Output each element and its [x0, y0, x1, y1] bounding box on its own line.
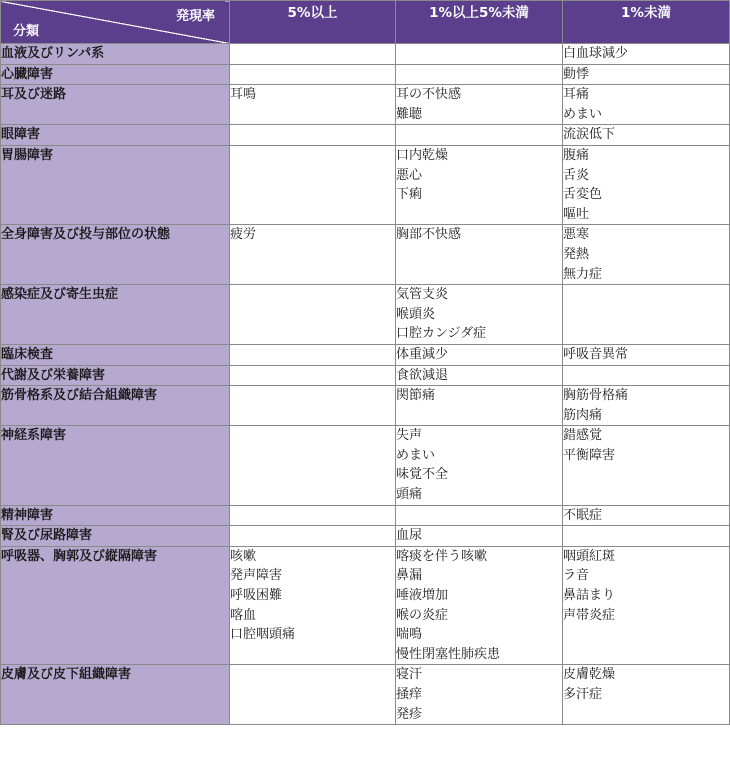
cell-1-to-5pct — [396, 85, 563, 125]
cell-5pct-above — [230, 665, 396, 725]
reaction-term: 発熱 — [563, 246, 590, 262]
cell-5pct-above — [230, 386, 396, 426]
table-row — [1, 344, 730, 365]
cell-1-to-5pct — [396, 64, 563, 85]
reaction-term: 不眠症 — [563, 507, 603, 523]
reaction-term: 頭痛 — [396, 487, 423, 503]
reaction-term: 胸部不快感 — [396, 227, 462, 243]
category-cell — [1, 526, 230, 547]
table-row — [1, 365, 730, 386]
category-cell — [1, 365, 230, 386]
table-row — [1, 85, 730, 125]
table-body — [1, 44, 730, 725]
cell-5pct-above — [230, 64, 396, 85]
reaction-term: 体重減少 — [396, 346, 449, 362]
cell-below-1pct — [563, 285, 730, 345]
table-row — [1, 225, 730, 285]
category-cell — [1, 426, 230, 505]
table-row — [1, 526, 730, 547]
category-name: 精神障害 — [1, 507, 54, 523]
table-row — [1, 285, 730, 345]
reaction-term: 呼吸音異常 — [563, 346, 629, 362]
reaction-term: 耳の不快感 — [396, 87, 462, 103]
cell-5pct-above — [230, 546, 396, 665]
category-name: 全身障害及び投与部位の状態 — [1, 227, 171, 243]
category-name: 耳及び迷路 — [1, 87, 67, 103]
category-cell — [1, 85, 230, 125]
cell-5pct-above — [230, 44, 396, 65]
reaction-term: 舌炎 — [563, 167, 590, 183]
column-header-5pct-above: 5%以上 — [230, 1, 396, 44]
cell-below-1pct — [563, 44, 730, 65]
cell-5pct-above — [230, 145, 396, 224]
category-name: 呼吸器、胸郭及び縦隔障害 — [1, 548, 158, 564]
reaction-term: 関節痛 — [396, 388, 436, 404]
table-row — [1, 505, 730, 526]
cell-below-1pct — [563, 85, 730, 125]
cell-below-1pct — [563, 426, 730, 505]
reaction-term: 口腔咽頭痛 — [230, 627, 296, 643]
cell-below-1pct — [563, 145, 730, 224]
reaction-term: 呼吸困難 — [230, 588, 283, 604]
reaction-term: 悪心 — [396, 167, 423, 183]
category-cell — [1, 546, 230, 665]
reaction-term: 咳嗽 — [230, 548, 257, 564]
category-label: 分類 — [13, 24, 40, 39]
table-row — [1, 145, 730, 224]
reaction-term: 疲労 — [230, 227, 257, 243]
reaction-term: 喉の炎症 — [396, 607, 449, 623]
cell-1-to-5pct — [396, 44, 563, 65]
reaction-term: 耳痛 — [563, 87, 590, 103]
reaction-term: 発疹 — [396, 706, 423, 722]
cell-below-1pct — [563, 125, 730, 146]
reaction-term: 失声 — [396, 428, 423, 444]
category-name: 心臓障害 — [1, 66, 54, 82]
reaction-term: 咽頭紅斑 — [563, 548, 616, 564]
cell-1-to-5pct — [396, 546, 563, 665]
reaction-term: 血尿 — [396, 528, 423, 544]
cell-1-to-5pct — [396, 285, 563, 345]
category-cell — [1, 145, 230, 224]
reaction-term: 声帯炎症 — [563, 607, 616, 623]
reaction-term: 下痢 — [396, 187, 423, 203]
category-cell — [1, 225, 230, 285]
cell-below-1pct — [563, 386, 730, 426]
category-name: 皮膚及び皮下組織障害 — [1, 667, 132, 683]
cell-5pct-above — [230, 505, 396, 526]
cell-1-to-5pct — [396, 526, 563, 547]
category-cell — [1, 344, 230, 365]
cell-5pct-above — [230, 85, 396, 125]
reaction-term: 鼻詰まり — [563, 588, 616, 604]
reaction-term: 筋肉痛 — [563, 407, 603, 423]
category-name: 胃腸障害 — [1, 147, 54, 163]
reaction-term: 気管支炎 — [396, 287, 449, 303]
category-name: 代謝及び栄養障害 — [1, 367, 106, 383]
column-header-1-to-5pct: 1%以上5%未満 — [396, 1, 563, 44]
reaction-term: 味覚不全 — [396, 467, 449, 483]
cell-5pct-above — [230, 125, 396, 146]
table-row — [1, 125, 730, 146]
reaction-term: 喉頭炎 — [396, 306, 436, 322]
reaction-term: 耳鳴 — [230, 87, 257, 103]
cell-5pct-above — [230, 225, 396, 285]
cell-below-1pct — [563, 365, 730, 386]
table-row — [1, 64, 730, 85]
reaction-term: 食欲減退 — [396, 367, 449, 383]
reaction-term: 慢性閉塞性肺疾患 — [396, 646, 501, 662]
cell-1-to-5pct — [396, 225, 563, 285]
reaction-term: 流涙低下 — [563, 127, 616, 143]
category-cell — [1, 665, 230, 725]
table-row — [1, 665, 730, 725]
cell-5pct-above — [230, 285, 396, 345]
cell-1-to-5pct — [396, 125, 563, 146]
reaction-term: 悪寒 — [563, 227, 590, 243]
reaction-term: 喘鳴 — [396, 627, 423, 643]
category-name: 筋骨格系及び結合組織障害 — [1, 388, 158, 404]
reaction-term: 平衡障害 — [563, 447, 616, 463]
rate-label: 発現率 — [175, 9, 215, 24]
category-cell — [1, 386, 230, 426]
category-name: 臨床検査 — [1, 346, 54, 362]
reaction-term: ラ音 — [563, 568, 590, 584]
category-name: 神経系障害 — [1, 428, 67, 444]
cell-below-1pct — [563, 225, 730, 285]
reaction-term: 喀痰を伴う咳嗽 — [396, 548, 488, 564]
reaction-term: 難聴 — [396, 106, 423, 122]
reaction-term: 喀血 — [230, 607, 257, 623]
category-name: 感染症及び寄生虫症 — [1, 287, 119, 303]
column-header-below-1pct: 1%未満 — [563, 1, 730, 44]
reaction-term: 胸筋骨格痛 — [563, 388, 629, 404]
reaction-term: 発声障害 — [230, 568, 283, 584]
cell-below-1pct — [563, 505, 730, 526]
cell-below-1pct — [563, 526, 730, 547]
reaction-term: 多汗症 — [563, 687, 603, 702]
reaction-term: 唾液増加 — [396, 588, 449, 604]
cell-1-to-5pct — [396, 365, 563, 386]
cell-5pct-above — [230, 365, 396, 386]
cell-1-to-5pct — [396, 145, 563, 224]
reaction-term: めまい — [396, 447, 436, 463]
reaction-term: 白血球減少 — [563, 46, 629, 61]
cell-1-to-5pct — [396, 386, 563, 426]
category-cell — [1, 125, 230, 146]
cell-below-1pct — [563, 344, 730, 365]
category-cell — [1, 64, 230, 85]
category-cell — [1, 505, 230, 526]
reaction-term: 嘔吐 — [563, 206, 590, 222]
reaction-term: 錯感覚 — [563, 428, 603, 444]
table-row — [1, 386, 730, 426]
reaction-term: 無力症 — [563, 266, 603, 282]
reaction-term: 舌変色 — [563, 187, 603, 203]
reaction-term: 口腔カンジダ症 — [396, 326, 487, 342]
reaction-term: 動悸 — [563, 66, 590, 82]
reaction-term: 鼻漏 — [396, 568, 423, 584]
category-cell — [1, 285, 230, 345]
reaction-term: めまい — [563, 106, 603, 122]
cell-5pct-above — [230, 426, 396, 505]
cell-5pct-above — [230, 344, 396, 365]
table-row — [1, 44, 730, 65]
reaction-term: 寝汗 — [396, 667, 423, 683]
cell-below-1pct — [563, 546, 730, 665]
category-name: 腎及び尿路障害 — [1, 528, 93, 544]
cell-1-to-5pct — [396, 505, 563, 526]
category-name: 眼障害 — [1, 127, 41, 143]
reaction-term: 腹痛 — [563, 147, 590, 163]
cell-below-1pct — [563, 64, 730, 85]
cell-below-1pct — [563, 665, 730, 725]
table-row — [1, 426, 730, 505]
cell-1-to-5pct — [396, 665, 563, 725]
cell-5pct-above — [230, 526, 396, 547]
corner-header-cell — [1, 1, 230, 44]
table-row — [1, 546, 730, 665]
reaction-term: 掻痒 — [396, 687, 423, 702]
cell-1-to-5pct — [396, 426, 563, 505]
cell-1-to-5pct — [396, 344, 563, 365]
reaction-term: 皮膚乾燥 — [563, 667, 616, 683]
category-name: 血液及びリンパ系 — [1, 46, 105, 61]
category-cell — [1, 44, 230, 65]
reaction-term: 口内乾燥 — [396, 147, 449, 163]
header-row — [1, 1, 730, 44]
